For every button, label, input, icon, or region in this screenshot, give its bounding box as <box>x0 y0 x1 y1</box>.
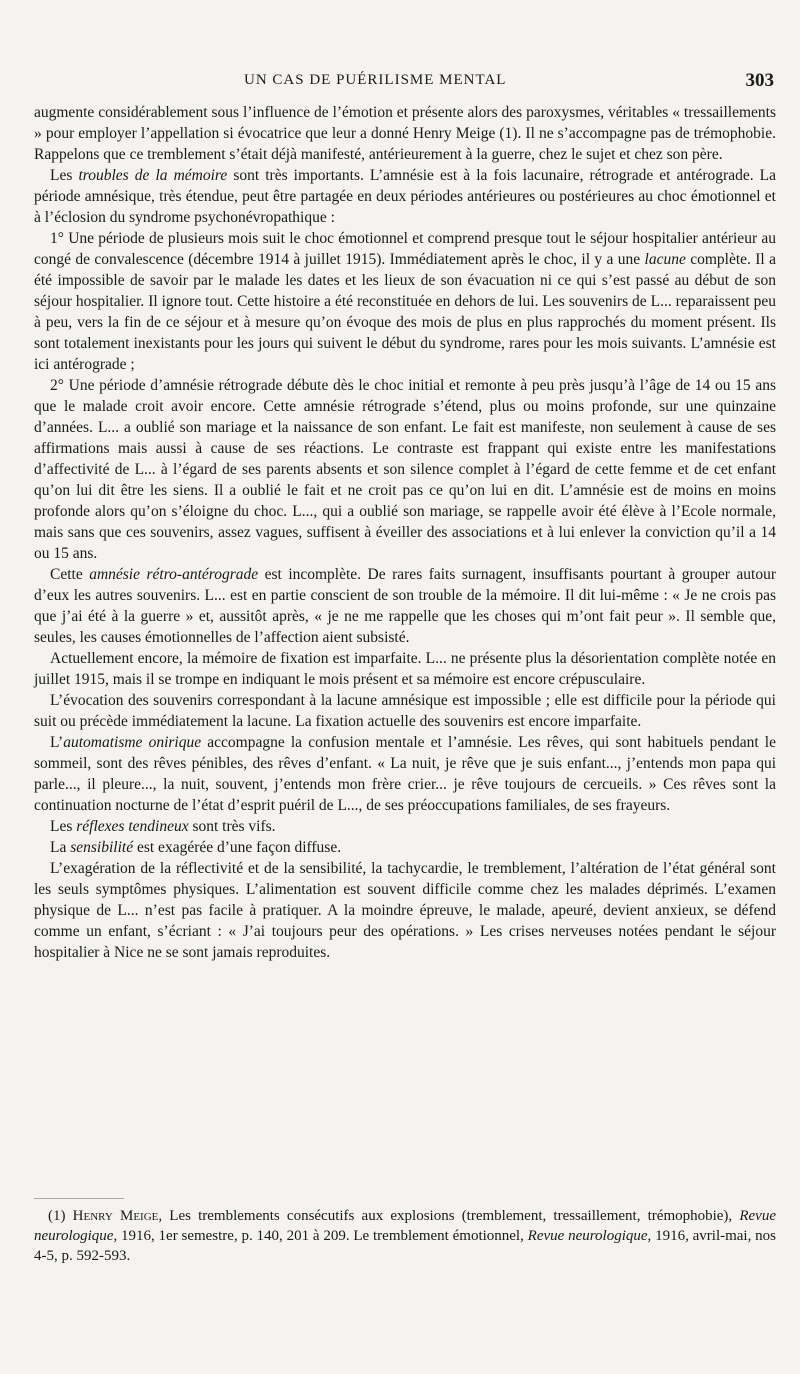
page-number: 303 <box>745 70 774 91</box>
italic-term: réflexes tendineux <box>76 818 189 835</box>
paragraph-reflexes: Les réflexes tendineux sont très vifs. <box>50 818 276 835</box>
page-header <box>0 70 800 94</box>
paragraph-troubles-memoire: Les troubles de la mémoire sont très importants. L’amnésie est à la fois lacunaire, rétrograde et antérograde. La période amnésique, très étendue, peut être partagée en deux périodes antérieures ou postérieures au choc émotionnel et à l’éclosion du syndrome psychonévropathique : <box>34 167 776 226</box>
italic-term: sensibilité <box>70 839 134 856</box>
footnote-divider <box>34 1198 124 1199</box>
footnote-marker: (1) <box>48 1208 73 1224</box>
body-text <box>34 102 776 963</box>
paragraph-evocation: L’évocation des souvenirs correspondant à la lacune amnésique est impossible ; elle est difficile pour la période qui suit ou précède immédiatement la lacune. La fixation actuelle des souvenirs est encore imparfaite. <box>34 692 776 730</box>
italic-term: troubles de la mémoire <box>78 167 228 184</box>
journal-title: Revue neurologique <box>34 1208 776 1244</box>
italic-term: amnésie rétro-antérograde <box>89 566 259 583</box>
running-title: UN CAS DE PUÉRILISME MENTAL <box>244 72 507 88</box>
paragraph-sensibilite: La sensibilité est exagérée d’une façon diffuse. <box>50 839 342 856</box>
italic-term: automatisme onirique <box>63 734 202 751</box>
paragraph-amnesie-retro-anterograde: Cette amnésie rétro-antérograde est incomplète. De rares faits surnagent, insuffisants pourtant à grouper autour d’eux les autres souvenirs. L... est en partie conscient de son trouble de la mémoire. Il dit lui-même : « Je ne crois pas que j’ai été à la guerre » et, aussitôt après, « je ne me rappelle que les choses qui m’ont fait peur ». Il semble que, seules, les causes émotionnelles de l’affection aient subsisté. <box>34 566 776 646</box>
paragraph-periode-2: 2° Une période d’amnésie rétrograde débute dès le choc initial et remonte à peu près jusqu’à l’âge de 14 ou 15 ans que le malade croit avoir encore. Cette amnésie rétrograde s’étend, plus ou moins profonde, sur une quinzaine d’années. L... a oublié son mariage et la naissance de son enfant. Le fait est manifeste, non seulement à cause de ses affirmations mais aussi à cause de ses réactions. Le contraste est frappant qui existe entre les manifestations d’affectivité de L... à l’égard de ses parents absents et son silence complet à l’égard de cette femme et de cet enfant qu’on lui dit être les siens. Il a oublié le fait et ne croit pas ce qu’on lui en dit. L’amnésie est de moins en moins profonde alors qu’on s’éloigne du choc. L..., qui a oublié son mariage, se rappelle avoir été élève à l’Ecole normale, mais sans que ces souvenirs, assez vagues, suffisent à éveiller des associations et à lui enlever la conviction qu’il a 14 ou 15 ans. <box>34 377 776 562</box>
paragraph-symptomes-physiques: L’exagération de la réflectivité et de la sensibilité, la tachycardie, le tremblement, l’altération de l’état général sont les seuls symptômes physiques. L’alimentation est souvent difficile comme chez les malades déprimés. L’examen physique de L... n’est pas facile à pratiquer. A la moindre épreuve, le malade, apeuré, devient anxieux, se défend comme un enfant, s’écriant : « J’ai toujours peur des opérations. » Les crises nerveuses notées pendant le séjour hospitalier à Nice ne se sont jamais reproduites. <box>34 860 776 961</box>
journal-title: Revue neurologique <box>527 1228 648 1244</box>
footnote: (1) Henry Meige, Les tremblements consécutifs aux explosions (tremblement, tressaillement, trémophobie), Revue neurologique, 1916, 1er semestre, p. 140, 201 à 209. Le tremblement émotionnel, Revue neurologique, 1916, avril-mai, nos 4-5, p. 592-593. <box>34 1208 776 1264</box>
paragraph-automatisme-onirique: L’automatisme onirique accompagne la confusion mentale et l’amnésie. Les rêves, qui sont habituels pendant le sommeil, sont des rêves pénibles, des rêves d’enfant. « La nuit, je rêve que je suis enfant..., j’entends mon papa qui parle..., il pleure..., la nuit, souvent, j’entends mon frère crier... je rêve toujours de cercueils. » Ces rêves sont la continuation nocturne de l’état d’esprit puéril de L..., de ses préoccupations familiales, de ses frayeurs. <box>34 734 776 814</box>
paragraph-tremblement: augmente considérablement sous l’influence de l’émotion et présente alors des paroxysmes, véritables « tressaillements » pour employer l’appellation si évocatrice que leur a donné Henry Meige (1). Il ne s’accompagne pas de trémophobie. Rappelons que ce tremblement s’était déjà manifesté, antérieurement à la guerre, chez le sujet et chez son père. <box>34 104 776 163</box>
paragraph-periode-1: 1° Une période de plusieurs mois suit le choc émotionnel et comprend presque tout le séjour hospitalier antérieur au congé de convalescence (décembre 1914 à juillet 1915). Immédiatement après le choc, il y a une lacune complète. Il a été impossible de savoir par le malade les dates et les lieux de son évacuation ni ce qui s’est passé au début de son séjour hospitalier. Il ignore tout. Cette histoire a été reconstituée en dehors de lui. Les souvenirs de L... reparaissent peu à peu, vers la fin de ce séjour et à mesure qu’on évoque des mois de plus en plus rapprochés du moment présent. Ils sont totalement inexistants pour les jours qui suivent le début du syndrome, rares pour les mois suivants. L’amnésie est ici antérograde ; <box>34 230 776 373</box>
italic-term: lacune <box>644 251 686 268</box>
paragraph-memoire-fixation: Actuellement encore, la mémoire de fixation est imparfaite. L... ne présente plus la désorientation complète notée en juillet 1915, mais il se trompe en indiquant le mois présent et sa mémoire est encore crépusculaire. <box>34 650 776 688</box>
footnote-author: Henry Meige <box>72 1208 159 1224</box>
